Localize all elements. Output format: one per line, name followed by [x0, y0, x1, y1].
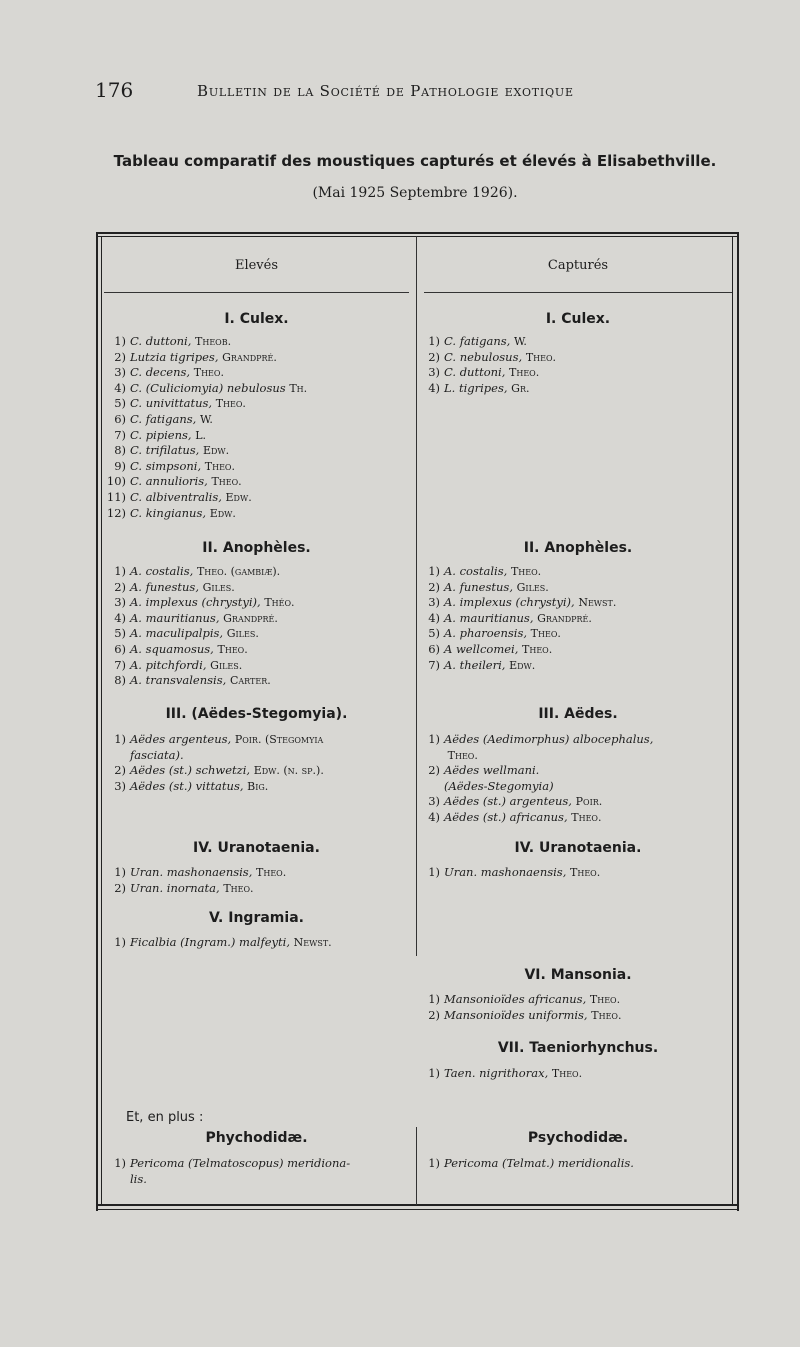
species-author: Theo. [193, 366, 224, 380]
species-author: Theo. [204, 459, 235, 473]
species-name: C. duttoni, [130, 334, 192, 348]
column-header-eleves: Elevés [234, 258, 279, 273]
item-number: 4) [428, 610, 440, 625]
item-number: 2) [428, 763, 440, 778]
item-number: 1) [114, 334, 126, 348]
table-border-right [737, 232, 739, 1211]
species-name: Aëdes (st.) vittatus, [130, 778, 244, 793]
species-name: A. mauritianus, [130, 610, 220, 625]
species-name: Aëdes (Aedimorphus) albocephalus, [444, 732, 654, 746]
list-item [420, 865, 600, 881]
species-name: A. implexus (chrystyi), [130, 595, 261, 610]
item-number: 4) [428, 809, 440, 824]
item-number: 3) [428, 365, 440, 380]
species-name: A. costalis, [444, 564, 508, 578]
list-item [420, 779, 653, 795]
species-name: L. tigripes, [444, 380, 508, 395]
species-name: fasciata). [130, 747, 184, 762]
item-number: 7) [114, 657, 126, 672]
species-list-eleves-aedes [106, 732, 324, 794]
species-name: A. pitchfordi, [130, 657, 207, 672]
section-heading-eleves-culex: I. Culex. [224, 311, 289, 327]
species-name: A. pharoensis, [444, 626, 528, 641]
species-author: Theo. [215, 397, 246, 411]
table-title: Tableau comparatif des moustiques capturés et élevés à Elisabethville. [113, 152, 717, 170]
species-name: A. funestus, [130, 579, 199, 594]
item-number: 1) [114, 935, 126, 949]
section-heading-eleves-aedes: III. (Aëdes-Stegomyia). [165, 706, 348, 722]
item-number: 4) [114, 610, 126, 625]
list-item [420, 626, 616, 642]
list-item [106, 763, 324, 779]
en-plus-label: Et, en plus : [126, 1110, 204, 1125]
table-border-top-inner [96, 236, 739, 237]
item-number: 1) [428, 992, 440, 1006]
list-item [106, 748, 324, 764]
species-name: C. fatigans, [444, 334, 511, 348]
species-author: Giles. [202, 580, 235, 594]
item-number: 1) [114, 564, 126, 578]
list-item [420, 763, 653, 779]
list-item [420, 658, 616, 674]
species-name: Aëdes (st.) africanus, [444, 809, 568, 824]
item-number: 3) [114, 365, 126, 380]
list-item [106, 428, 307, 444]
species-author: W. [199, 412, 213, 426]
item-number: 5) [114, 396, 126, 411]
species-list-captures-mansonia [420, 992, 621, 1023]
species-author: Theo. [530, 627, 561, 641]
species-author: Theo. [223, 881, 254, 895]
list-item [420, 1156, 634, 1172]
list-item [420, 748, 653, 764]
item-number: 5) [428, 626, 440, 641]
species-author: Big. [247, 779, 269, 793]
species-name: Pericoma (Telmatoscopus) meridiona- [130, 1156, 351, 1170]
item-number: 8) [114, 673, 126, 688]
list-item [106, 626, 295, 642]
species-name: C. pipiens, [130, 427, 192, 442]
item-number: 2) [114, 579, 126, 594]
species-author: Grandpré. [222, 350, 277, 364]
species-author: Theo. [447, 748, 478, 762]
list-item [420, 611, 616, 627]
species-author: Theo. [589, 993, 621, 1006]
species-name: C. trifilatus, [130, 443, 200, 458]
species-author: Gr. [511, 381, 530, 395]
table-border-right-inner [732, 236, 733, 1205]
item-number: 2) [114, 763, 126, 778]
item-number: 8) [114, 443, 126, 458]
list-item [420, 1008, 621, 1024]
item-number: 1) [428, 865, 440, 879]
item-number: 7) [428, 657, 440, 672]
item-number: 3) [114, 595, 126, 610]
item-number: 6) [114, 411, 126, 426]
item-number: 3) [428, 794, 440, 809]
species-author: Grandpré. [537, 611, 592, 625]
species-author: Theo. [256, 866, 287, 879]
species-name: A. theileri, [444, 657, 506, 672]
species-author: Poir. (Stegomyia [234, 733, 324, 746]
species-list-captures-taeniorhynchus [420, 1066, 582, 1082]
list-item [420, 350, 556, 366]
species-name: Uran. mashonaensis, [130, 865, 253, 879]
item-number: 9) [114, 458, 126, 473]
list-item [420, 334, 556, 350]
species-name: Ficalbia (Ingram.) malfeyti, [130, 935, 290, 949]
section-heading-eleves-anopheles: II. Anophèles. [202, 540, 311, 556]
table-subtitle: (Mai 1925 Septembre 1926). [312, 185, 518, 201]
list-item [420, 580, 616, 596]
species-name: Uran. mashonaensis, [444, 865, 567, 879]
species-author: W. [513, 335, 527, 348]
item-number: 2) [428, 1007, 440, 1022]
list-item [106, 381, 307, 397]
table-border-bottom [96, 1204, 739, 1206]
species-list-captures-anopheles [420, 564, 616, 673]
list-item [106, 881, 286, 897]
item-number: 4) [428, 380, 440, 395]
section-heading-captures-uranotaenia: IV. Uranotaenia. [514, 840, 642, 856]
list-item [420, 992, 621, 1008]
list-item [106, 443, 307, 459]
species-list-eleves-anopheles [106, 564, 295, 689]
species-name: Uran. inornata, [130, 880, 220, 895]
species-name: A. transvalensis, [130, 673, 227, 688]
column-divider [416, 236, 417, 956]
species-name: Aëdes (st.) argenteus, [444, 794, 572, 809]
species-author: Edw. [225, 490, 252, 504]
item-number: 1) [114, 1156, 126, 1170]
list-item [106, 459, 307, 475]
table-border-bottom-inner [96, 1209, 739, 1210]
header-rule-right [424, 292, 732, 293]
list-item [106, 506, 307, 522]
section-heading-captures-culex: I. Culex. [545, 311, 611, 327]
species-name: Mansonioïdes uniformis, [444, 1007, 588, 1022]
species-author: Edw. (n. sp.). [253, 764, 324, 778]
section-heading-captures-taeniorhynchus: VII. Taeniorhynchus. [497, 1040, 659, 1056]
item-number: 3) [428, 595, 440, 610]
species-author: Theo. [509, 366, 540, 380]
species-name: A. funestus, [444, 579, 513, 594]
species-author: Edw. [509, 658, 536, 672]
species-name: A. squamosus, [130, 641, 214, 656]
species-list-captures-aedes [420, 732, 653, 826]
list-item [420, 732, 653, 748]
species-name: C. univittatus, [130, 396, 213, 411]
running-title: Bulletin de la Société de Pathologie exotique [197, 82, 574, 100]
table-border-left [96, 232, 98, 1211]
item-number: 5) [114, 626, 126, 641]
species-author: Theo. [551, 1067, 583, 1080]
species-name-continued: lis. [130, 1171, 147, 1186]
list-item [106, 334, 307, 350]
species-name: A. implexus (chrystyi), [444, 595, 575, 610]
species-author: Théo. [264, 596, 295, 610]
page-header [95, 78, 735, 108]
item-number: 12) [106, 505, 126, 520]
species-author: Giles. [226, 627, 259, 641]
list-item [106, 865, 286, 881]
species-name: C. nebulosus, [444, 349, 523, 364]
species-name: C. kingianus, [130, 505, 207, 520]
species-author: Theob. [195, 335, 232, 348]
species-author: Poir. [575, 795, 603, 809]
species-list-eleves-uranotaenia [106, 865, 286, 896]
list-item [420, 595, 616, 611]
list-item [106, 595, 295, 611]
species-author: Theo. [571, 810, 602, 824]
item-number: 2) [428, 349, 440, 364]
species-author: Th. [289, 381, 308, 395]
item-number: 6) [428, 641, 440, 656]
list-item [106, 412, 307, 428]
list-item [420, 642, 616, 658]
list-item [106, 658, 295, 674]
header-rule-left [104, 292, 409, 293]
item-number: 1) [428, 1156, 440, 1170]
species-name: A. costalis, [130, 564, 194, 578]
table-border-left-inner [101, 236, 102, 1205]
list-item [106, 935, 332, 951]
species-name: (Aëdes-Stegomyia) [444, 778, 554, 793]
item-number: 6) [114, 641, 126, 656]
species-name: A. maculipalpis, [130, 626, 224, 641]
species-name: A wellcomei, [444, 641, 519, 656]
species-author: Theo. [217, 642, 248, 656]
species-author: Theo. [510, 565, 542, 578]
species-name: C. albiventralis, [130, 489, 222, 504]
species-name: Aëdes wellmani. [444, 763, 540, 778]
section-heading-eleves-psychodidae: Phychodidæ. [205, 1130, 308, 1146]
species-name: C. annulioris, [130, 474, 208, 489]
species-name: Aëdes (st.) schwetzi, [130, 763, 251, 778]
column-header-captures: Capturés [547, 258, 609, 273]
list-item [106, 474, 307, 490]
species-author: Theo. [591, 1008, 622, 1022]
list-item [106, 779, 324, 795]
table-border-top [96, 232, 739, 234]
species-author: Theo. [211, 475, 242, 489]
species-name: Aëdes argenteus, [130, 732, 232, 746]
species-name: C. decens, [130, 365, 191, 380]
list-item [420, 1066, 582, 1082]
list-item [106, 642, 295, 658]
item-number: 1) [114, 732, 126, 746]
list-item [106, 611, 295, 627]
section-heading-captures-mansonia: VI. Mansonia. [524, 967, 632, 983]
species-author: Giles. [210, 658, 243, 672]
species-author: Theo. [522, 642, 553, 656]
species-name: C. (Culiciomyia) nebulosus [130, 380, 286, 395]
species-name: A. mauritianus, [444, 610, 534, 625]
item-number: 1) [428, 334, 440, 348]
species-name: C. duttoni, [444, 365, 506, 380]
list-item [420, 381, 556, 397]
species-author: Edw. [209, 506, 236, 520]
item-number: 1) [428, 564, 440, 578]
list-item [420, 564, 616, 580]
species-list-eleves-culex [106, 334, 307, 521]
species-author: Edw. [202, 444, 230, 458]
item-number: 4) [114, 380, 126, 395]
list-item [420, 794, 653, 810]
species-author: Theo. [570, 866, 601, 879]
species-author: Carter. [229, 674, 271, 688]
item-number: 2) [428, 579, 440, 594]
column-divider-lower [416, 1127, 417, 1205]
list-item [106, 1172, 350, 1188]
list-item [106, 350, 307, 366]
species-author: Newst. [578, 596, 617, 610]
item-number: 3) [114, 778, 126, 793]
list-item [106, 490, 307, 506]
item-number: 1) [428, 1066, 440, 1080]
species-name: C. fatigans, [130, 411, 197, 426]
item-number: 2) [114, 349, 126, 364]
page-number: 176 [95, 78, 134, 102]
item-number: 2) [114, 880, 126, 895]
species-list-captures-culex [420, 334, 556, 396]
list-item [106, 673, 295, 689]
list-item [420, 810, 653, 826]
species-author: Theo. [525, 350, 557, 364]
species-list-eleves-psychodidae [106, 1156, 350, 1187]
list-item [106, 732, 324, 748]
species-name: Pericoma (Telmat.) meridionalis. [444, 1156, 634, 1170]
species-list-captures-uranotaenia [420, 865, 600, 881]
species-name: Taen. nigrithorax, [444, 1066, 549, 1080]
species-name: Mansonioïdes africanus, [444, 992, 587, 1006]
section-heading-captures-psychodidae: Psychodidæ. [527, 1130, 629, 1146]
species-list-captures-psychodidae [420, 1156, 634, 1172]
species-name: C. simpsoni, [130, 458, 202, 473]
list-item [420, 365, 556, 381]
list-item [106, 365, 307, 381]
item-number: 7) [114, 427, 126, 442]
section-heading-eleves-uranotaenia: IV. Uranotaenia. [193, 840, 320, 856]
section-heading-captures-anopheles: II. Anophèles. [523, 540, 633, 556]
list-item [106, 396, 307, 412]
species-list-eleves-ingramia [106, 935, 332, 951]
item-number: 10) [106, 474, 126, 489]
item-number: 1) [428, 732, 440, 746]
list-item [106, 1156, 350, 1172]
item-number: 1) [114, 865, 126, 879]
species-name: Lutzia tigripes, [130, 349, 219, 364]
species-author: Giles. [516, 580, 549, 594]
section-heading-captures-aedes: III. Aëdes. [538, 706, 618, 722]
species-author: Newst. [293, 936, 332, 949]
list-item [106, 580, 295, 596]
list-item [106, 564, 295, 580]
item-number: 11) [106, 489, 126, 504]
species-author: Theo. (gambiæ). [196, 565, 281, 578]
section-heading-eleves-ingramia: V. Ingramia. [209, 910, 304, 926]
species-author: L. [195, 428, 207, 442]
species-author: Grandpré. [223, 611, 278, 625]
